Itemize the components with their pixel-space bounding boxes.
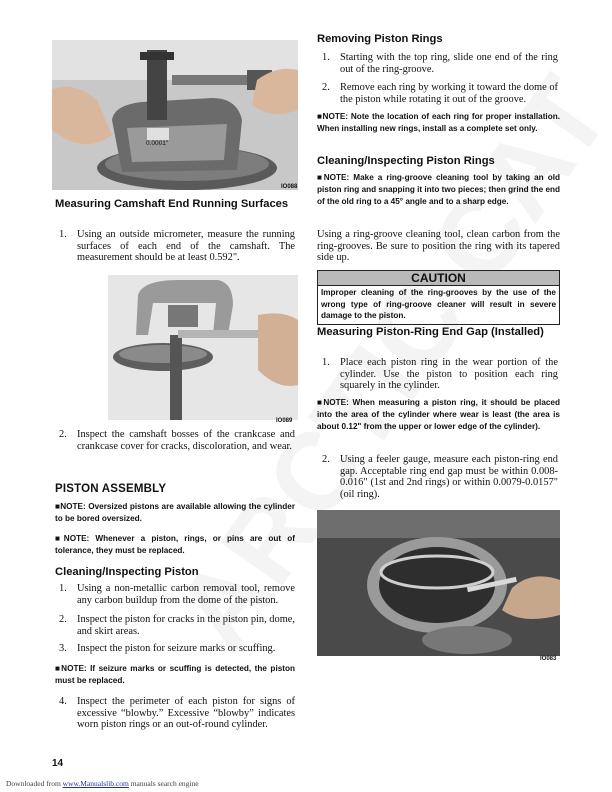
end-gap-step-2: 2. Using a feeler gauge, measure each piston-ring end gap. Acceptable ring end gap must be within 0.008-0.016" (1st and 2nd rings) or within 0.0079-0.0157" (oil ring).	[322, 454, 558, 500]
micrometer-camshaft-photo	[52, 40, 298, 190]
ring-groove-cleaning-text: Using a ring-groove cleaning tool, clean carbon from the ring-grooves. Be sure to position the ring with its tapered side up.	[317, 229, 560, 263]
removing-step-1: 1. Starting with the top ring, slide one end of the ring out of the ring-groove.	[322, 52, 558, 75]
feeler-gauge-cylinder-photo	[317, 510, 560, 656]
camshaft-step-1: 1. Using an outside micrometer, measure the running surfaces of each end of the camshaft. The measurement should be at least 0.592".	[59, 229, 295, 263]
micrometer-readout: 0.0001"	[146, 140, 169, 147]
page-number: 14	[52, 758, 64, 769]
wear-area-note: ■NOTE: When measuring a piston ring, it should be placed into the area of the cylinder where wear is least (the area is about 0.12" from the upper or lower edge of the cylinder).	[317, 398, 560, 431]
piston-assembly-heading: PISTON ASSEMBLY	[55, 483, 167, 495]
manualslib-link[interactable]: www.Manualslib.com	[62, 779, 129, 788]
caution-title: CAUTION	[317, 270, 560, 286]
ring-location-note: ■NOTE: Note the location of each ring for proper installation. When installing new rings, install as a complete set only.	[317, 112, 560, 133]
figure-label-io083: IO083	[540, 656, 557, 662]
cleaning-step-1: 1. Using a non-metallic carbon removal tool, remove any carbon buildup from the dome of the piston.	[59, 583, 295, 606]
figure-label-io088: IO088	[281, 184, 298, 190]
seizure-note: ■NOTE: If seizure marks or scuffing is detected, the piston must be replaced.	[55, 664, 295, 685]
figure-label-io089: IO089	[276, 418, 293, 424]
camshaft-end-heading: Measuring Camshaft End Running Surfaces	[55, 198, 289, 210]
end-gap-step-1: 1. Place each piston ring in the wear portion of the cylinder. Use the piston to position each ring squarely in the cylinder.	[322, 357, 558, 391]
caution-text: Improper cleaning of the ring-grooves by the use of the wrong type of ring-groove cleaner will result in severe damage to the piston.	[317, 285, 560, 325]
cleaning-rings-heading: Cleaning/Inspecting Piston Rings	[317, 155, 495, 167]
camshaft-gear-photo	[108, 275, 298, 420]
cleaning-step-3: 3. Inspect the piston for seizure marks or scuffing.	[59, 643, 276, 654]
oversized-pistons-note: ■NOTE: Oversized pistons are available allowing the cylinder to be bored oversized.	[55, 502, 295, 523]
tolerance-note: ■NOTE: Whenever a piston, rings, or pins are out of tolerance, they must be replaced.	[55, 534, 295, 555]
cleaning-piston-heading: Cleaning/Inspecting Piston	[55, 566, 199, 578]
removing-step-2: 2. Remove each ring by working it toward the dome of the piston while rotating it out of the groove.	[322, 82, 558, 105]
cleaning-step-2: 2. Inspect the piston for cracks in the piston pin, dome, and skirt areas.	[59, 614, 295, 637]
camshaft-step-2: 2. Inspect the camshaft bosses of the crankcase and crankcase cover for cracks, discoloration, and wear.	[59, 429, 295, 452]
cleaning-step-4: 4. Inspect the perimeter of each piston for signs of excessive “blowby.” Excessive “blowby” indicates worn piston rings or an out-of-round cylinder.	[59, 696, 295, 730]
footer-prefix: Downloaded from	[6, 779, 61, 788]
ring-tool-note: ■NOTE: Make a ring-groove cleaning tool by taking an old piston ring and snapping it into two pieces; then grind the end of the old ring to a 45° angle and to a sharp edge.	[317, 173, 560, 206]
removing-rings-heading: Removing Piston Rings	[317, 33, 443, 45]
end-gap-heading: Measuring Piston-Ring End Gap (Installed)	[317, 326, 544, 338]
footer-suffix: manuals search engine	[130, 779, 199, 788]
download-footer	[6, 779, 199, 788]
